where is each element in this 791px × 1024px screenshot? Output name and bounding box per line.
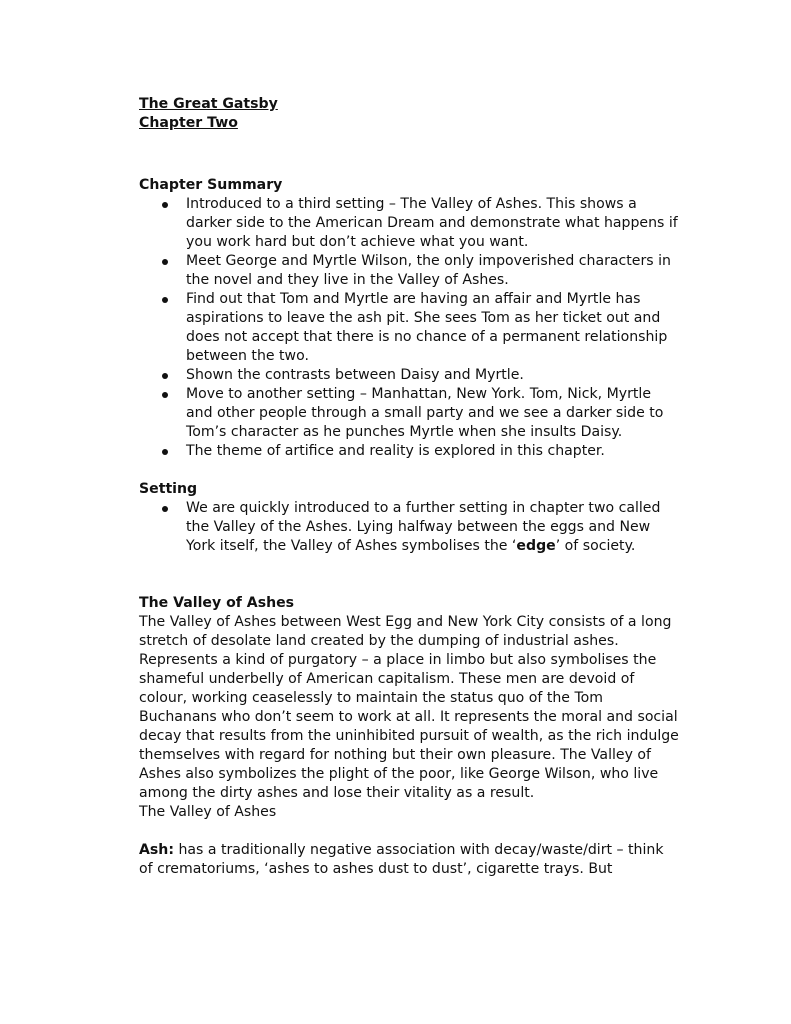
list-item-text: Find out that Tom and Myrtle are having an affair and Myrtle has aspirations to leave the ash pit. She sees Tom as her ticket out and does not accept that there is no chance of a permanent relationship between the two. <box>186 291 668 364</box>
spacer <box>139 133 679 176</box>
list-item <box>139 499 679 556</box>
list-item-text: Shown the contrasts between Daisy and Myrtle. <box>186 367 524 383</box>
list-item <box>139 442 679 461</box>
bullet-icon <box>162 202 168 208</box>
bullet-icon <box>162 449 168 455</box>
list-item-text: Move to another setting – Manhattan, New York. Tom, Nick, Myrtle and other people through a small party and we see a darker side to Tom’s character as he punches Myrtle when she insults Daisy. <box>186 386 664 440</box>
chapter-summary-list <box>139 195 679 461</box>
document-title: The Great Gatsby <box>139 96 278 112</box>
valley-heading: The Valley of Ashes <box>139 595 295 611</box>
ash-label: Ash: <box>139 842 174 858</box>
document-page <box>139 95 679 879</box>
spacer <box>139 461 679 480</box>
ash-paragraph <box>139 841 679 879</box>
bullet-icon <box>162 259 168 265</box>
list-item <box>139 385 679 442</box>
list-item-text: The theme of artifice and reality is explored in this chapter. <box>186 443 605 459</box>
setting-text-before: We are quickly introduced to a further setting in chapter two called the Valley of the Ashes. Lying halfway between the eggs and New York itself, the Valley of Ashes symbolises the ‘ <box>186 500 661 554</box>
valley-paragraph: The Valley of Ashes between West Egg and New York City consists of a long stretch of desolate land created by the dumping of industrial ashes. Represents a kind of purgatory – a place in limbo but also symbolises the shameful underbelly of American capitalism. These men are devoid of colour, working ceaselessly to maintain the status quo of the Tom Buchanans who don’t seem to work at all. It represents the moral and social decay that results from the uninhibited pursuit of wealth, as the rich indulge themselves with regard for nothing but their own pleasure. The Valley of Ashes also symbolizes the plight of the poor, like George Wilson, who live among the dirty ashes and lose their vitality as a result. <box>139 614 679 801</box>
list-item <box>139 366 679 385</box>
bullet-icon <box>162 297 168 303</box>
list-item-text: Meet George and Myrtle Wilson, the only impoverished characters in the novel and they live in the Valley of Ashes. <box>186 253 671 288</box>
list-item <box>139 195 679 252</box>
setting-list <box>139 499 679 556</box>
chapter-summary-heading: Chapter Summary <box>139 177 283 193</box>
bullet-icon <box>162 392 168 398</box>
list-item <box>139 290 679 366</box>
list-item <box>139 252 679 290</box>
list-item-text: Introduced to a third setting – The Valley of Ashes. This shows a darker side to the American Dream and demonstrate what happens if you work hard but don’t achieve what you want. <box>186 196 678 250</box>
setting-heading: Setting <box>139 481 198 497</box>
valley-repeat-line: The Valley of Ashes <box>139 804 277 820</box>
bullet-icon <box>162 506 168 512</box>
spacer <box>139 556 679 594</box>
bullet-icon <box>162 373 168 379</box>
document-subtitle: Chapter Two <box>139 115 238 131</box>
ash-text: has a traditionally negative association with decay/waste/dirt – think of crematoriums, ‘ashes to ashes dust to dust’, cigarette trays. But <box>139 842 664 877</box>
setting-text-after: ’ of society. <box>555 538 636 554</box>
setting-text-emphasis: edge <box>516 538 556 554</box>
spacer <box>139 822 679 841</box>
